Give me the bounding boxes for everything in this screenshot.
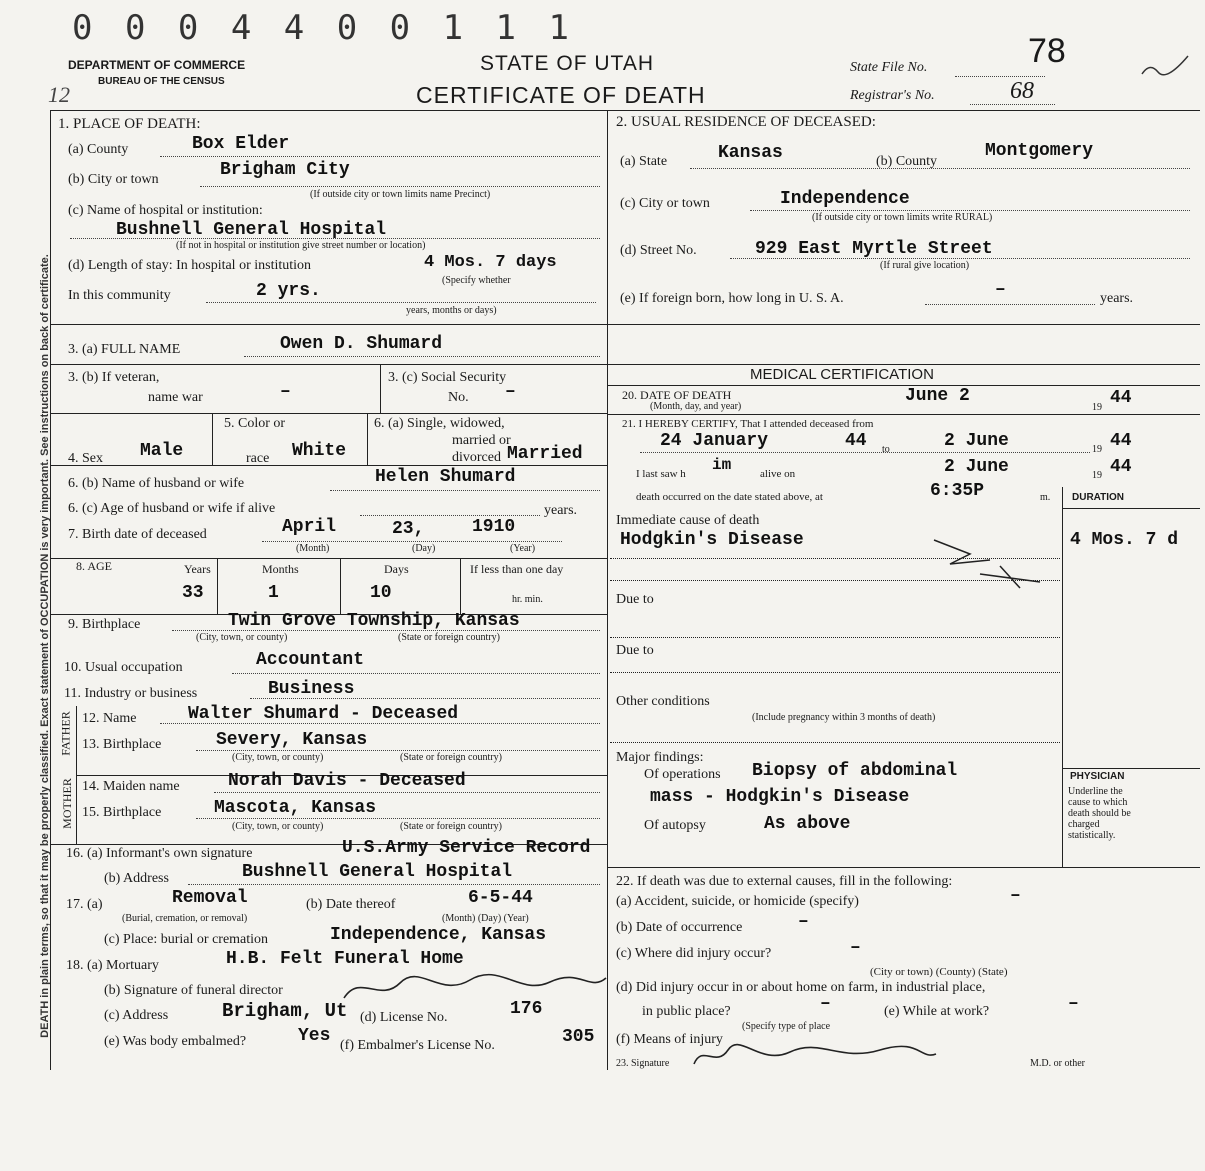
age-days-header: Days	[384, 562, 409, 576]
attended-from-value: 24 January	[660, 431, 769, 451]
immediate-cause-value: Hodgkin's Disease	[620, 530, 804, 550]
registrar-number: 68	[1010, 78, 1034, 104]
last-saw-year: 44	[1110, 457, 1132, 477]
duration-value: 4 Mos. 7 d	[1070, 530, 1179, 550]
death-city-note: (If outside city or town limits name Precinct)	[310, 189, 491, 200]
last-saw-year-prefix: 19	[1092, 470, 1102, 481]
res-county-value: Montgomery	[985, 141, 1094, 161]
dod-year-prefix: 19	[1092, 402, 1102, 413]
marital-label-1: 6. (a) Single, widowed,	[374, 416, 505, 431]
mortuary-address-label: (c) Address	[104, 1008, 169, 1023]
certify-label: 21. I HEREBY CERTIFY, That I attended deceased from	[622, 418, 874, 430]
registrar-label: Registrar's No.	[850, 88, 935, 103]
dod-year-value: 44	[1110, 388, 1132, 408]
informant-label: 16. (a) Informant's own signature	[66, 846, 253, 861]
major-findings-label: Major findings:	[616, 750, 704, 765]
occupation-label: 10. Usual occupation	[64, 660, 183, 675]
embalmer-license-value: 305	[562, 1027, 595, 1047]
autopsy-label: Of autopsy	[644, 818, 706, 833]
operations-value-1: Biopsy of abdominal	[752, 761, 958, 781]
license-value: 176	[510, 999, 543, 1019]
mortuary-value: H.B. Felt Funeral Home	[226, 949, 464, 969]
burial-date-label: (b) Date thereof	[306, 897, 396, 912]
state-title: STATE OF UTAH	[480, 52, 654, 75]
res-street-note: (If rural give location)	[880, 260, 970, 271]
marital-label-2: married or	[452, 433, 511, 448]
state-file-number: 78	[1028, 32, 1066, 70]
home-label: (d) Did injury occur in or about home on farm, in industrial place,	[616, 980, 986, 995]
marital-value: Married	[507, 444, 583, 464]
death-city-value: Brigham City	[220, 160, 350, 180]
res-street-label: (d) Street No.	[620, 243, 697, 258]
alive-on-label: alive on	[760, 468, 796, 480]
margin-instructions: DEATH in plain terms, so that it may be properly classified. Exact statement of OCCUPATION is very important. See instructions on back of certificate.	[39, 254, 51, 1038]
war-value: –	[280, 382, 291, 402]
mother-bp-note-2: (State or foreign country)	[400, 821, 502, 832]
ymd-note: years, months or days)	[406, 305, 497, 316]
residence-heading: 2. USUAL RESIDENCE OF DECEASED:	[616, 114, 876, 130]
autopsy-value: As above	[764, 814, 851, 834]
occupation-value: Accountant	[256, 650, 365, 670]
public-place-value: –	[820, 994, 831, 1014]
race-value: White	[292, 441, 347, 461]
age-years-value: 33	[182, 583, 204, 603]
ss-label: 3. (c) Social Security	[388, 370, 507, 385]
res-county-label: (b) County	[876, 154, 938, 169]
father-side-label: FATHER	[58, 711, 73, 756]
where-value: –	[850, 938, 861, 958]
spouse-label: 6. (b) Name of husband or wife	[68, 476, 245, 491]
age-months-value: 1	[268, 583, 279, 603]
hospital-note: (If not in hospital or institution give street number or location)	[176, 240, 426, 251]
birth-year-value: 1910	[472, 517, 516, 537]
informant-address-value: Bushnell General Hospital	[242, 862, 513, 882]
serial-number: 0 0 0 4 4 0 0 1 1 1	[72, 8, 575, 48]
burial-value: Removal	[172, 888, 248, 908]
mother-birthplace-label: 15. Birthplace	[82, 805, 162, 820]
place-of-death-heading: 1. PLACE OF DEATH:	[58, 116, 201, 132]
external-label: 22. If death was due to external causes, fill in the following:	[616, 874, 953, 889]
foreign-label: (e) If foreign born, how long in U. S. A.	[620, 291, 844, 306]
funeral-director-label: (b) Signature of funeral director	[104, 983, 283, 998]
age-label: 8. AGE	[76, 559, 112, 573]
foreign-value: –	[995, 280, 1006, 300]
community-value: 2 yrs.	[256, 281, 321, 301]
dod-note: (Month, day, and year)	[650, 401, 742, 412]
birthplace-note-1: (City, town, or county)	[196, 632, 288, 643]
checkmark-icon	[1140, 52, 1190, 82]
full-name-label: 3. (a) FULL NAME	[68, 342, 181, 357]
dod-value: June 2	[905, 386, 970, 406]
death-county-label: (a) County	[68, 142, 129, 157]
father-name-label: 12. Name	[82, 711, 137, 726]
death-city-label: (b) City or town	[68, 172, 159, 187]
birthplace-note-2: (State or foreign country)	[398, 632, 500, 643]
embalmer-license-label: (f) Embalmer's License No.	[340, 1038, 495, 1053]
immediate-cause-label: Immediate cause of death	[616, 513, 760, 528]
while-at-work-label: (e) While at work?	[884, 1004, 990, 1019]
mother-name-value: Norah Davis - Deceased	[228, 771, 466, 791]
occurrence-label: (b) Date of occurrence	[616, 920, 743, 935]
physician-header: PHYSICIAN	[1070, 771, 1125, 782]
spouse-age-label: 6. (c) Age of husband or wife if alive	[68, 501, 276, 516]
res-city-note: (If outside city or town limits write RURAL)	[812, 212, 993, 223]
signature-label: 23. Signature	[616, 1058, 670, 1069]
mother-bp-note-1: (City, town, or county)	[232, 821, 324, 832]
burial-place-value: Independence, Kansas	[330, 925, 547, 945]
means-label: (f) Means of injury	[616, 1032, 723, 1047]
embalmed-label: (e) Was body embalmed?	[104, 1034, 247, 1049]
mother-side-label: MOTHER	[59, 778, 74, 829]
burial-place-label: (c) Place: burial or cremation	[104, 932, 269, 947]
bureau-label: BUREAU OF THE CENSUS	[98, 76, 225, 87]
res-state-label: (a) State	[620, 154, 668, 169]
mortuary-address-value: Brigham, Ut	[222, 1000, 348, 1022]
attended-to-year: 44	[1110, 431, 1132, 451]
age-days-value: 10	[370, 583, 392, 603]
attended-to-label: to	[882, 444, 890, 455]
res-city-label: (c) City or town	[620, 196, 710, 211]
specify-note: (Specify whether	[442, 275, 511, 286]
foreign-years-label: years.	[1100, 291, 1134, 306]
month-note: (Month)	[296, 543, 330, 554]
operations-value-2: mass - Hodgkin's Disease	[650, 787, 910, 807]
color-label: 5. Color or	[224, 416, 286, 431]
license-label: (d) License No.	[360, 1010, 448, 1025]
accident-label: (a) Accident, suicide, or homicide (specify)	[616, 894, 859, 909]
embalmed-value: Yes	[298, 1026, 331, 1046]
ss-no-label: No.	[448, 390, 469, 405]
industry-value: Business	[268, 679, 355, 699]
attended-from-year: 44	[845, 431, 867, 451]
spouse-value: Helen Shumard	[375, 467, 516, 487]
marital-label-3: divorced	[452, 450, 501, 465]
funeral-director-signature	[340, 968, 610, 1008]
informant-address-label: (b) Address	[104, 871, 169, 886]
corner-mark: 12	[48, 82, 70, 107]
occurred-label: death occurred on the date stated above, at	[636, 491, 823, 503]
burial-note: (Burial, cremation, or removal)	[122, 913, 248, 924]
death-county-value: Box Elder	[192, 134, 290, 154]
informant-value: U.S.Army Service Record	[342, 838, 591, 858]
time-of-death: 6:35P	[930, 481, 985, 501]
res-state-value: Kansas	[718, 143, 783, 163]
veteran-label: 3. (b) If veteran,	[68, 370, 160, 385]
occurrence-value: –	[798, 912, 809, 932]
due-to-label-1: Due to	[616, 592, 654, 607]
state-file-label: State File No.	[850, 60, 928, 75]
hr-min-label: hr. min.	[512, 594, 543, 605]
res-street-value: 929 East Myrtle Street	[755, 239, 993, 259]
other-conditions-label: Other conditions	[616, 694, 710, 709]
ss-value: –	[505, 382, 516, 402]
birthplace-value: Twin Grove Township, Kansas	[228, 611, 520, 631]
burial-date-note: (Month) (Day) (Year)	[442, 913, 529, 924]
due-to-label-2: Due to	[616, 643, 654, 658]
stay-label: (d) Length of stay: In hospital or institution	[68, 258, 312, 273]
birthdate-label: 7. Birth date of deceased	[68, 527, 207, 542]
age-months-header: Months	[262, 562, 299, 576]
res-city-value: Independence	[780, 189, 910, 209]
last-saw-pronoun: im	[712, 456, 732, 474]
age-years-header: Years	[184, 562, 211, 576]
last-saw-date: 2 June	[944, 457, 1009, 477]
place-type-note: (Specify type of place	[742, 1021, 831, 1032]
father-birthplace-label: 13. Birthplace	[82, 737, 162, 752]
physician-note: Underline the cause to which death should be charged statistically.	[1068, 786, 1131, 841]
physician-signature	[690, 1040, 940, 1070]
stay-value: 4 Mos. 7 days	[424, 253, 557, 272]
dod-label: 20. DATE OF DEATH	[622, 388, 732, 402]
department-label: DEPARTMENT OF COMMERCE	[68, 58, 246, 72]
father-bp-note-2: (State or foreign country)	[400, 752, 502, 763]
time-m-label: m.	[1040, 492, 1051, 503]
attended-to-year-prefix: 19	[1092, 444, 1102, 455]
where-note: (City or town) (County) (State)	[870, 966, 1008, 978]
father-name-value: Walter Shumard - Deceased	[188, 704, 459, 724]
duration-header: DURATION	[1072, 492, 1125, 503]
day-note: (Day)	[412, 543, 436, 554]
war-label: name war	[148, 390, 203, 405]
accident-value: –	[1010, 886, 1021, 906]
father-birthplace-value: Severy, Kansas	[216, 730, 368, 750]
hospital-value: Bushnell General Hospital	[116, 220, 387, 240]
birth-day-value: 23,	[392, 519, 425, 539]
father-bp-note-1: (City, town, or county)	[232, 752, 324, 763]
spouse-age-years: years.	[544, 503, 578, 518]
full-name-value: Owen D. Shumard	[280, 334, 443, 354]
age-lt-day-header: If less than one day	[470, 562, 564, 576]
physician-mark-scribble	[930, 530, 1050, 590]
burial-label: 17. (a)	[66, 897, 103, 912]
md-label: M.D. or other	[1030, 1058, 1085, 1069]
race-label: race	[246, 451, 270, 466]
public-place-label: in public place?	[642, 1004, 731, 1019]
while-at-work-value: –	[1068, 994, 1079, 1014]
mother-name-label: 14. Maiden name	[82, 779, 180, 794]
sex-value: Male	[140, 441, 184, 461]
mortuary-label: 18. (a) Mortuary	[66, 958, 159, 973]
burial-date-value: 6-5-44	[468, 888, 533, 908]
industry-label: 11. Industry or business	[64, 686, 198, 701]
last-saw-label: I last saw h	[636, 468, 686, 480]
other-conditions-note: (Include pregnancy within 3 months of death)	[752, 712, 936, 723]
birth-month-value: April	[282, 517, 337, 537]
community-label: In this community	[68, 288, 171, 303]
where-label: (c) Where did injury occur?	[616, 946, 772, 961]
sex-label: 4. Sex	[68, 451, 103, 466]
attended-to-value: 2 June	[944, 431, 1009, 451]
birthplace-label: 9. Birthplace	[68, 617, 141, 632]
mother-birthplace-value: Mascota, Kansas	[214, 798, 377, 818]
hospital-label: (c) Name of hospital or institution:	[68, 203, 263, 218]
year-note: (Year)	[510, 543, 536, 554]
certificate-title: CERTIFICATE OF DEATH	[416, 82, 706, 108]
operations-label: Of operations	[644, 767, 721, 782]
medical-heading: MEDICAL CERTIFICATION	[750, 366, 934, 383]
